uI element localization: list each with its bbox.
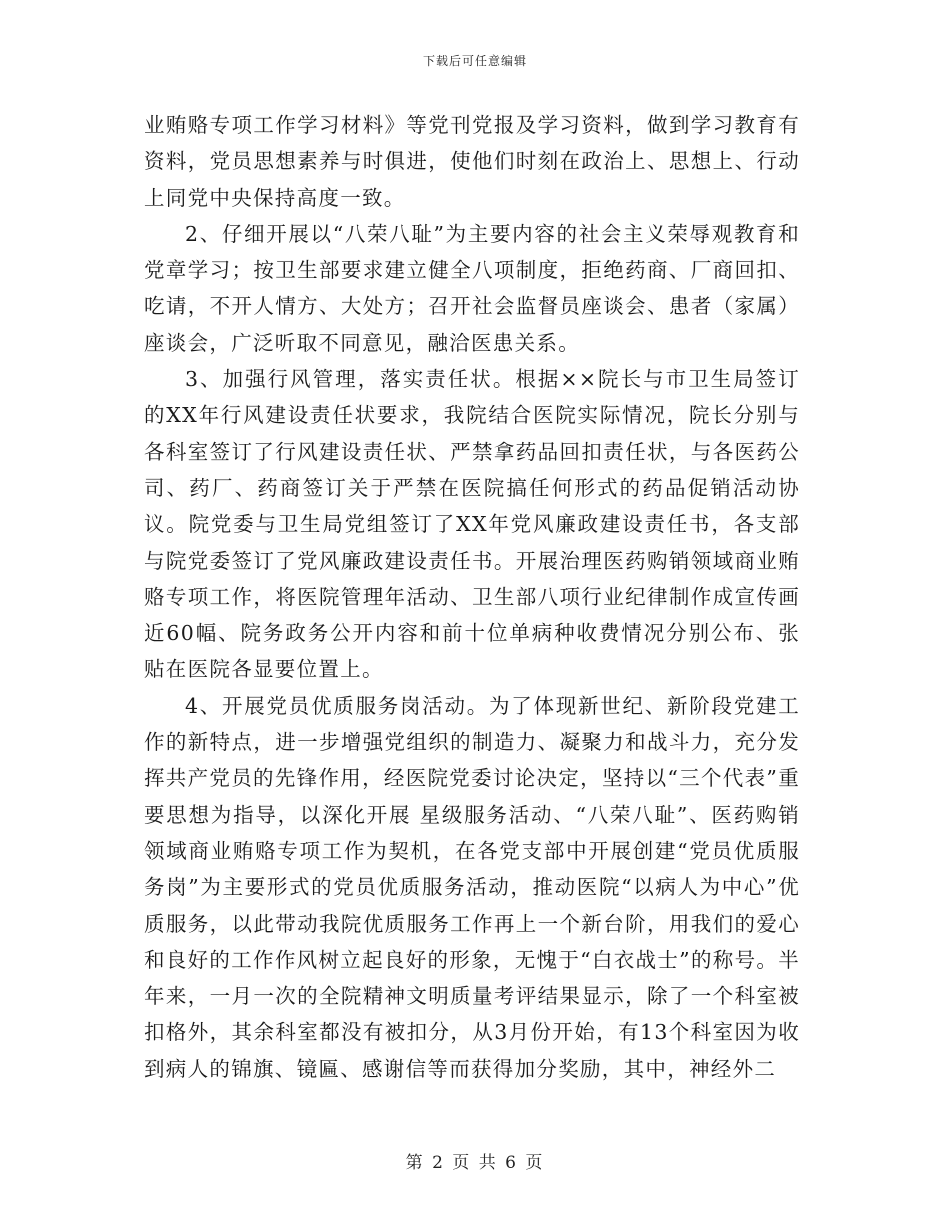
paragraph-item-3: 3、加强行风管理，落实责任状。根据××院长与市卫生局签订的XX年行风建设责任状要求，我院结合医院实际情况，院长分别与各科室签订了行风建设责任状、严禁拿药品回扣责任状，与各医药公司、药厂、药商签订关于严禁在医院搞任何形式的药品促销活动协议。院党委与卫生局党组签订了XX年党风廉政建设责任书，各支部与院党委签订了党风廉政建设责任书。开展治理医药购销领域商业贿赂专项工作，将医院管理年活动、卫生部八项行业纪律制作成宣传画近60幅、院务政务公开内容和前十位单病种收费情况分别公布、张贴在医院各显要位置上。 — [144, 367, 800, 682]
paragraph-item-4: 4、开展党员优质服务岗活动。为了体现新世纪、新阶段党建工作的新特点，进一步增强党组织的制造力、凝聚力和战斗力，充分发挥共产党员的先锋作用，经医院党委讨论决定，坚持以“三个代表”重要思想为指导，以深化开展 星级服务活动、“八荣八耻”、医药购销领域商业贿赂专项工作为契机，在各党支部中开展创建“党员优质服务岗”为主要形式的党员优质服务活动，推动医院“以病人为中心”优质服务，以此带动我院优质服务工作再上一个新台阶，用我们的爱心和良好的工作作风树立起良好的形象，无愧于“白衣战士”的称号。半年来，一月一次的全院精神文明质量考评结果显示，除了一个科室被扣格外，其余科室都没有被扣分，从3月份开始，有13个科室因为收到病人的锦旗、镜匾、感谢信等而获得加分奖励，其中，神经外二 — [144, 693, 800, 1081]
page-footer: 第 2 页 共 6 页 — [405, 1153, 545, 1173]
paragraph-continuation: 业贿赂专项工作学习材料》等党刊党报及学习资料，做到学习教育有资料，党员思想素养与时俱进，使他们时刻在政治上、思想上、行动上同党中央保持高度一致。 — [144, 113, 800, 210]
document-body — [144, 107, 800, 1087]
paragraph-item-2: 2、仔细开展以“八荣八耻”为主要内容的社会主义荣辱观教育和党章学习；按卫生部要求建立健全八项制度，拒绝药商、厂商回扣、吃请，不开人情方、大处方；召开社会监督员座谈会、患者（家属）座谈会，广泛听取不同意见，融洽医患关系。 — [144, 221, 800, 355]
page-header: 下载后可任意编辑 — [422, 54, 527, 68]
